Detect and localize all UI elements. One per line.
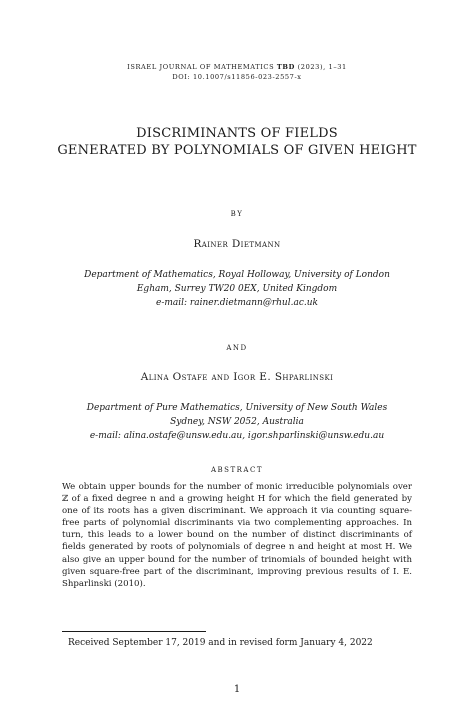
author-2-email: e-mail: alina.ostafe@unsw.edu.au, igor.shparlinski@unsw.edu.au <box>89 431 385 441</box>
author-2-affil-line-2: Sydney, NSW 2052, Australia <box>170 417 304 427</box>
abstract-heading: ABSTRACT <box>210 466 263 474</box>
and-label: AND <box>226 344 248 352</box>
abstract-body: We obtain upper bounds for the number of monic irreducible polynomials over ℤ of a fixed degree n and a growing height H for which the field generated by one of its roots has a given discriminant. We approach it via counting square-free parts of polynomial discriminants via two complementing approaches. In turn, this leads to a lower bound on the number of distinct discriminants of fields generated by roots of polynomials of degree n and height at most H. We also give an upper bound for the number of trinomials of bounded height with given square-free part of the discriminant, improving previous results of I. E. Shparlinski (2010). <box>62 482 412 589</box>
received-date: Received September 17, 2019 and in revised form January 4, 2022 <box>68 638 373 648</box>
journal-citation <box>0 62 474 72</box>
author-2-affil-line-1: Department of Pure Mathematics, University of New South Wales <box>86 403 388 413</box>
journal-name: ISRAEL JOURNAL OF MATHEMATICS <box>127 63 275 71</box>
footnote-rule <box>62 631 206 632</box>
author-1-affiliation <box>0 268 474 310</box>
journal-header <box>0 62 474 82</box>
paper-title <box>0 125 474 159</box>
author-2-names: Alina Ostafe and Igor E. Shparlinski <box>140 371 334 383</box>
title-line-1: DISCRIMINANTS OF FIELDS <box>136 126 338 141</box>
page-number: 1 <box>233 684 241 695</box>
author-1-name: Rainer Dietmann <box>193 238 281 250</box>
title-line-2: GENERATED BY POLYNOMIALS OF GIVEN HEIGHT <box>57 143 417 158</box>
journal-volume: TBD <box>276 63 295 71</box>
author-1-affil-line-2: Egham, Surrey TW20 0EX, United Kingdom <box>136 284 338 294</box>
doi: DOI: 10.1007/s11856-023-2557-x <box>172 73 302 81</box>
by-label: BY <box>230 210 244 218</box>
author-1-email: e-mail: rainer.dietmann@rhul.ac.uk <box>156 298 318 308</box>
author-1-affil-line-1: Department of Mathematics, Royal Holloway, University of London <box>84 270 390 280</box>
author-2-affiliation <box>0 401 474 443</box>
journal-years-pages: (2023), 1–31 <box>297 63 347 71</box>
